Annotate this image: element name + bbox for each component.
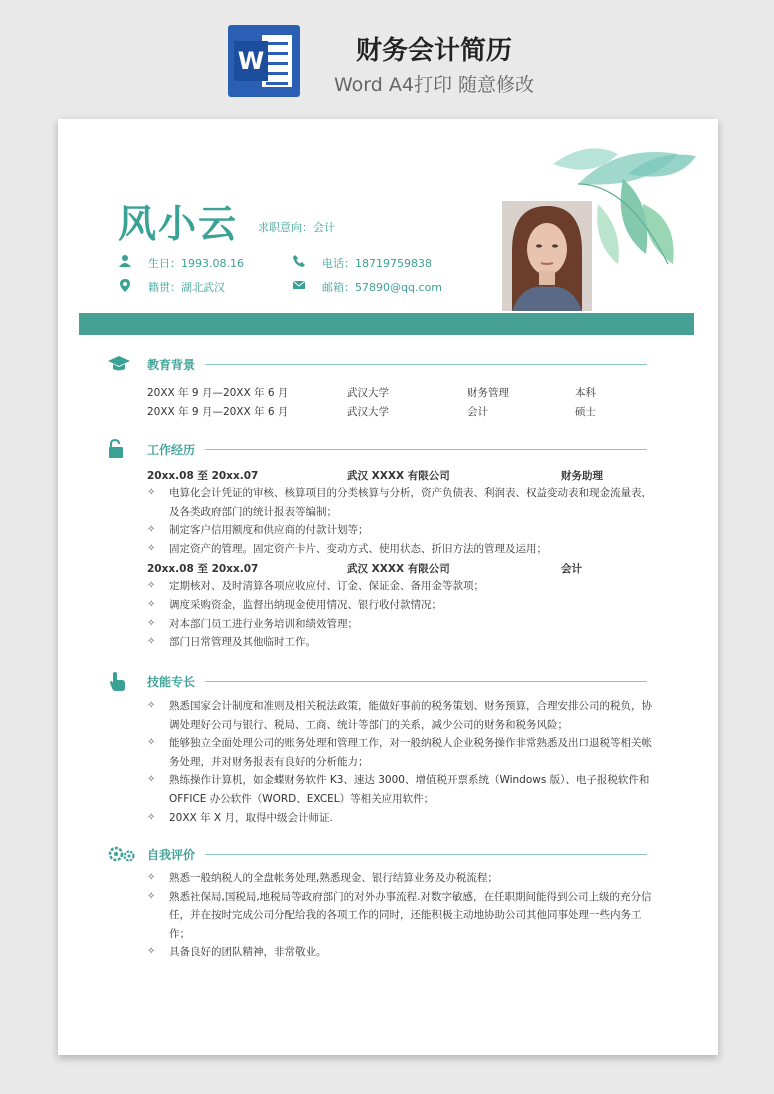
job-period: 20xx.08 至 20xx.07 xyxy=(147,563,259,576)
gears-icon xyxy=(107,844,137,864)
education-row xyxy=(107,401,657,420)
list-item: ✧ 能够独立全面处理公司的账务处理和管理工作，对一般纳税人企业税务操作非常熟悉及出口退税等相关帐务处理，并对财务报表有良好的分析能力； xyxy=(107,734,657,771)
phone-text: 电话：18719759838 xyxy=(322,257,432,270)
graduation-cap-icon xyxy=(107,354,131,374)
phone-icon xyxy=(292,254,306,268)
list-item: ✧ 定期核对、及时清算各项应收应付、订金、保证金、备用金等款项； xyxy=(107,577,657,596)
edu-period: 20XX 年 9 月—20XX 年 6 月 xyxy=(147,387,289,399)
job-position: 会计 xyxy=(561,563,582,576)
job-company: 武汉 XXXX 有限公司 xyxy=(347,563,450,576)
education-row xyxy=(107,382,657,401)
edu-degree: 本科 xyxy=(575,387,596,399)
unlock-icon xyxy=(107,439,131,459)
resume-page xyxy=(58,119,718,1055)
self-evaluation-section xyxy=(107,844,657,962)
banner-title: 财务会计简历 xyxy=(355,36,512,66)
job-period: 20xx.08 至 20xx.07 xyxy=(147,470,259,482)
work-section xyxy=(107,439,657,652)
banner-subtitle: Word A4打印 随意修改 xyxy=(333,74,534,96)
edu-major: 会计 xyxy=(467,406,488,418)
location-icon xyxy=(118,278,132,292)
edu-major: 财务管理 xyxy=(467,387,509,399)
header-banner xyxy=(0,0,774,112)
job-intent: 求职意向：会计 xyxy=(258,221,335,234)
word-letter: W xyxy=(234,41,268,81)
list-item: ✧ 熟悉一般纳税人的全盘帐务处理,熟悉现金、银行结算业务及办税流程； xyxy=(107,869,657,888)
hometown-text: 籍贯：湖北武汉 xyxy=(148,281,225,294)
edu-school: 武汉大学 xyxy=(347,387,389,399)
birth-text: 生日：1993.08.16 xyxy=(148,257,244,270)
profile-photo xyxy=(502,201,592,311)
word-icon xyxy=(228,25,300,97)
job-company: 武汉 XXXX 有限公司 xyxy=(347,470,450,482)
list-item: ✧ 熟练操作计算机，如金蝶财务软件 K3、速达 3000、增值税开票系统（Windows 版）、电子报税软件和 OFFICE 办公软件（WORD、EXCEL）等相关应用软件； xyxy=(107,771,657,808)
pointing-hand-icon xyxy=(107,671,131,691)
job-header xyxy=(107,465,657,484)
list-item: ✧ 对本部门员工进行业务培训和绩效管理； xyxy=(107,615,657,634)
list-item: ✧ 电算化会计凭证的审核、核算项目的分类核算与分析，资产负债表、利润表、权益变动表和现金流量表，及各类政府部门的统计报表等编制； xyxy=(107,484,657,521)
self-evaluation-title: 自我评价 xyxy=(147,848,196,862)
email-text: 邮箱：57890@qq.com xyxy=(322,281,442,294)
candidate-name: 风小云 xyxy=(118,202,239,246)
work-title: 工作经历 xyxy=(147,443,196,457)
edu-period: 20XX 年 9 月—20XX 年 6 月 xyxy=(147,406,289,418)
skills-section xyxy=(107,671,657,827)
mail-icon xyxy=(292,278,306,292)
list-item: ✧ 20XX 年 X 月，取得中级会计师证. xyxy=(107,809,657,828)
list-item: ✧ 固定资产的管理。固定资产卡片、变动方式、使用状态、折旧方法的管理及运用； xyxy=(107,540,657,559)
skills-title: 技能专长 xyxy=(147,675,196,689)
header-divider-bar xyxy=(79,313,694,335)
list-item: ✧ 具备良好的团队精神，非常敬业。 xyxy=(107,943,657,962)
edu-degree: 硕士 xyxy=(575,406,596,418)
job-header xyxy=(107,558,657,577)
education-section xyxy=(107,354,657,420)
list-item: ✧ 制定客户信用额度和供应商的付款计划等； xyxy=(107,521,657,540)
list-item: ✧ 部门日常管理及其他临时工作。 xyxy=(107,633,657,652)
person-icon xyxy=(118,254,132,268)
list-item: ✧ 调度采购资金，监督出纳现金使用情况、银行收付款情况； xyxy=(107,596,657,615)
list-item: ✧ 熟悉国家会计制度和准则及相关税法政策，能做好事前的税务策划、财务预算，合理安排公司的税负，协调处理好公司与银行、税局、工商、统计等部门的关系，减少公司的财务和税务风险； xyxy=(107,697,657,734)
edu-school: 武汉大学 xyxy=(347,406,389,418)
job-position: 财务助理 xyxy=(561,470,603,482)
list-item: ✧ 熟悉社保局,国税局,地税局等政府部门的对外办事流程.对数字敏感，在任职期间能得到公司上级的充分信任，并在按时完成公司分配给我的各项工作的同时，还能积极主动地协助公司其他同事处理一些内务工作； xyxy=(107,888,657,944)
education-title: 教育背景 xyxy=(147,358,196,372)
